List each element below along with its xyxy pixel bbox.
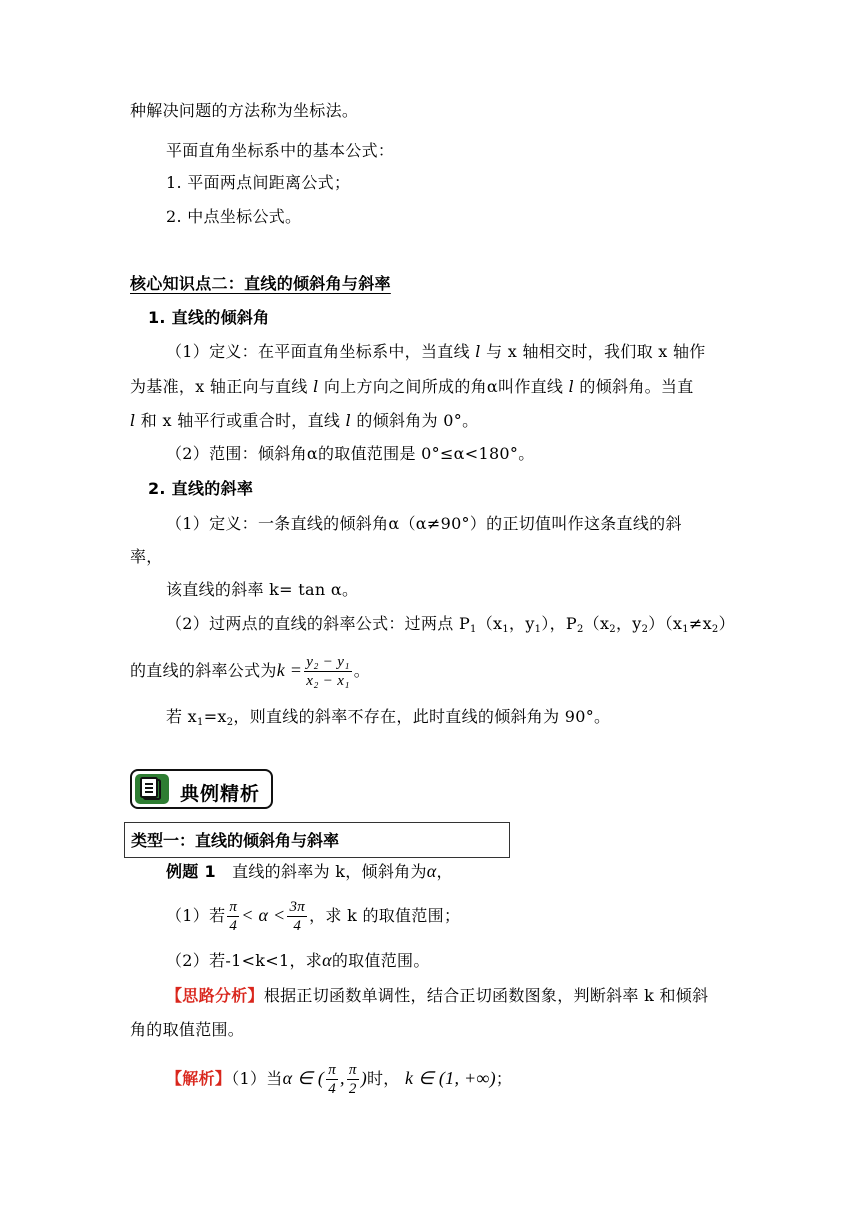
type-heading: 类型一：直线的倾斜角与斜率 xyxy=(131,831,340,850)
intro-line-2: 平面直角坐标系中的基本公式： xyxy=(166,141,395,160)
analysis-line-2: 角的取值范围。 xyxy=(130,1020,245,1039)
intro-item-2: 2. 中点坐标公式。 xyxy=(166,207,302,226)
solution-line: 【解析】（1）当α ∈ ( $\frac{\pi}{4}$ , $\frac{\pi}{2}$ )时， k ∈ (1, +∞)； xyxy=(166,1062,513,1097)
example-1-stem: 例题 1 直线的斜率为 k，倾斜角为α， xyxy=(166,861,453,881)
definition-line-3: l 和 x 轴平行或重合时，直线 l 的倾斜角为 0°。 xyxy=(130,411,479,430)
definition-line-2: 为基准，x 轴正向与直线 l 向上方向之间所成的角α叫作直线 l 的倾斜角。当直 xyxy=(130,377,694,396)
two-point-line: （2）过两点的直线的斜率公式：过两点 $P_1(x_1$，$y_1$），$P_2(x_2$，$y_2)(x_1\ne x_2)$ xyxy=(166,614,735,635)
document-list-icon xyxy=(135,774,169,804)
section-heading: 核心知识点二：直线的倾斜角与斜率 xyxy=(130,274,391,293)
analysis-line-1: 【思路分析】根据正切函数单调性，结合正切函数图象，判断斜率 k 和倾斜 xyxy=(166,986,709,1005)
subsection-title-1: 1. 直线的倾斜角 xyxy=(148,308,270,327)
slope-formula-line: 的直线的斜率公式为k = $\frac{\text{y₂ − y₁}}{\text{x₂ − x₁}}$ 。 xyxy=(130,654,371,689)
slope-def-line-1: （1）定义：一条直线的倾斜角α（α≠90°）的正切值叫作这条直线的斜 xyxy=(166,514,682,533)
slope-def-line-2: 率， xyxy=(130,547,163,566)
intro-item-1: 1. 平面两点间距离公式； xyxy=(166,173,351,192)
definition-line-1: （1）定义：在平面直角坐标系中，当直线 l 与 x 轴相交时，我们取 x 轴作 xyxy=(166,342,706,361)
range-line: （2）范围：倾斜角α的取值范围是 0°≤α<180°。 xyxy=(166,444,535,463)
slope-def-line-3: 该直线的斜率 k= tan α。 xyxy=(166,580,359,599)
undefined-slope-line: 若 $x_1=x_2$，则直线的斜率不存在，此时直线的倾斜角为 90°。 xyxy=(166,707,611,728)
examples-badge-label: 典例精析 xyxy=(180,783,261,805)
examples-badge xyxy=(130,769,273,809)
intro-line-1: 种解决问题的方法称为坐标法。 xyxy=(130,101,359,120)
example-1-question-1: （1）若 $\frac{\pi}{4}$ < α < $\frac{3\pi}{4}$ ，求 k 的取值范围； xyxy=(166,899,461,934)
example-1-question-2: （2）若-1<k<1，求α的取值范围。 xyxy=(166,950,430,970)
type-heading-box xyxy=(124,822,510,858)
subsection-title-2: 2. 直线的斜率 xyxy=(148,479,254,498)
slope-formula-fraction: $\frac{\text{y₂ − y₁}}{\text{x₂ − x₁}}$ xyxy=(306,654,350,689)
